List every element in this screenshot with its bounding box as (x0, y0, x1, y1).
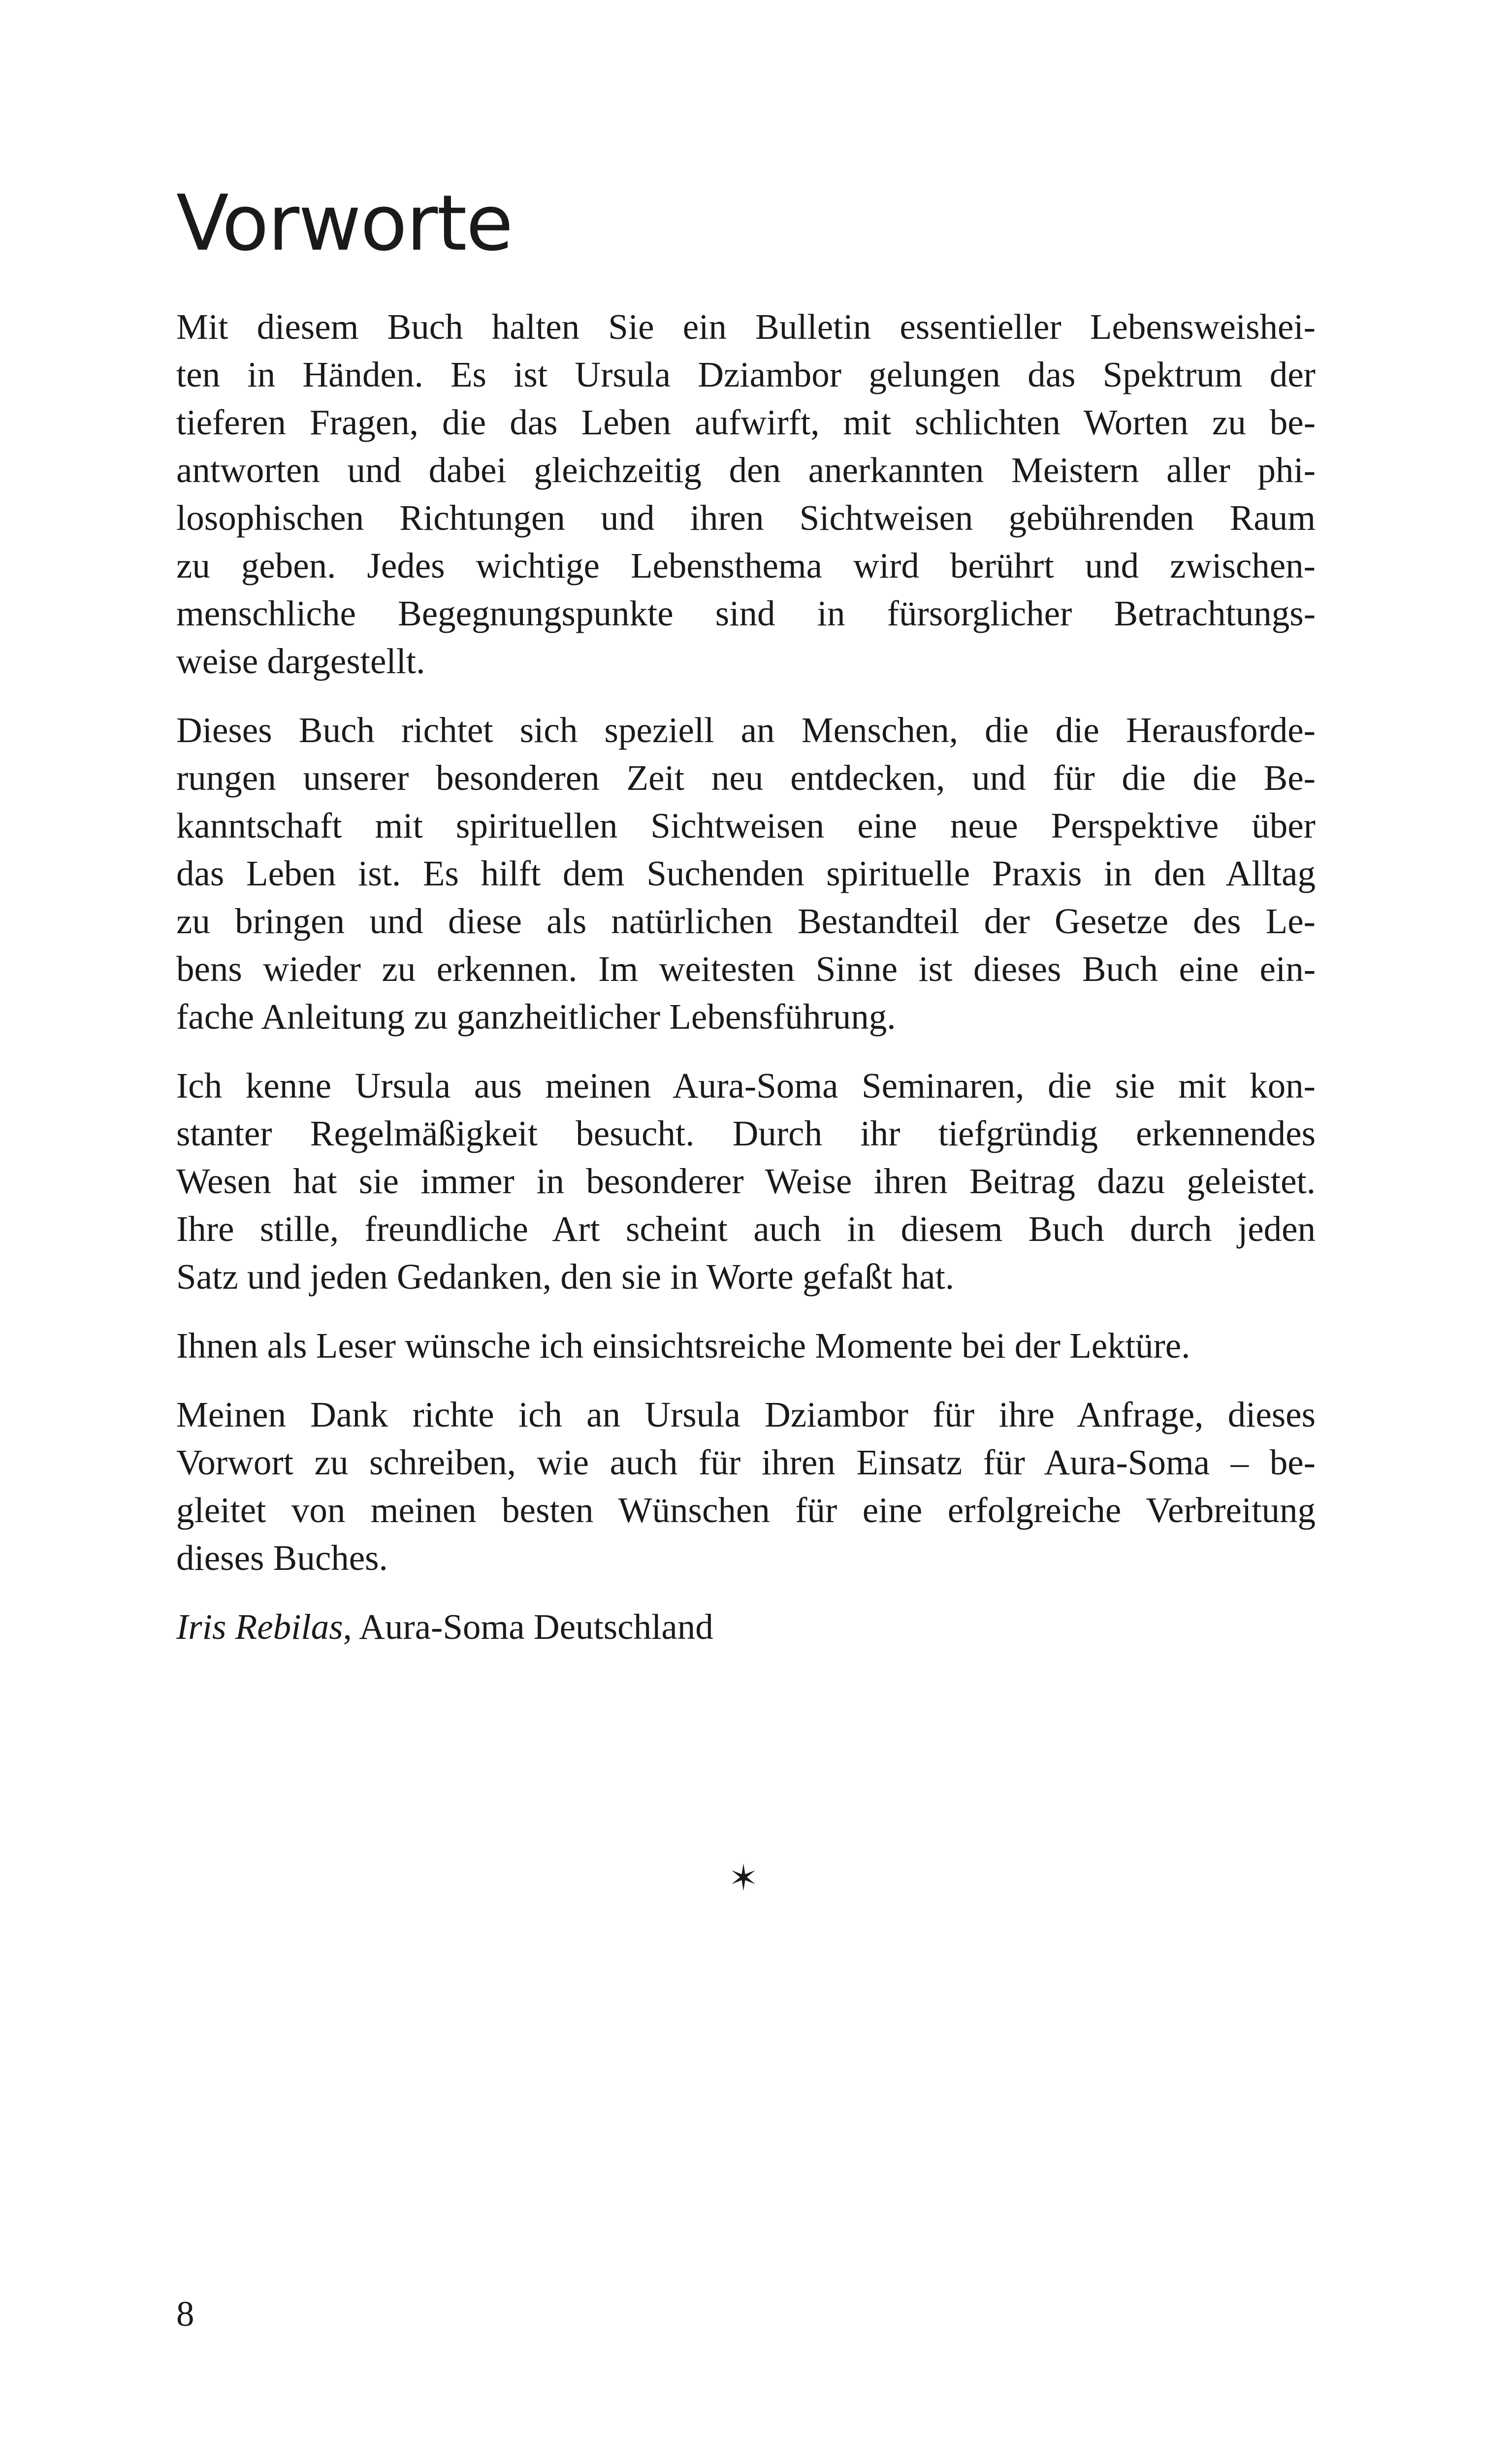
text-line: fache Anleitung zu ganzheitlicher Lebensführung. (176, 997, 896, 1037)
text-line: Satz und jeden Gedanken, den sie in Worte gefaßt hat. (176, 1257, 955, 1297)
paragraph-2 (176, 706, 1316, 1041)
text-line: antworten und dabei gleichzeitig den anerkannten Meistern aller phi- (176, 450, 1316, 490)
paragraph-3 (176, 1062, 1316, 1301)
paragraph-1 (176, 303, 1316, 685)
text-line: Ich kenne Ursula aus meinen Aura-Soma Seminaren, die sie mit kon- (176, 1066, 1316, 1106)
text-line: tieferen Fragen, die das Leben aufwirft, mit schlichten Worten zu be- (176, 402, 1316, 442)
text-line: Vorwort zu schreiben, wie auch für ihren Einsatz für Aura-Soma – be- (176, 1442, 1316, 1482)
text-line: ten in Händen. Es ist Ursula Dziambor gelungen das Spektrum der (176, 355, 1316, 394)
paragraph-5 (176, 1391, 1316, 1582)
text-line: dieses Buches. (176, 1538, 388, 1578)
text-line: Mit diesem Buch halten Sie ein Bulletin essentieller Lebensweishei- (176, 307, 1316, 347)
text-line: rungen unserer besonderen Zeit neu entdecken, und für die die Be- (176, 758, 1316, 798)
text-line: zu geben. Jedes wichtige Lebensthema wird berührt und zwischen- (176, 546, 1316, 586)
text-line: Meinen Dank richte ich an Ursula Dziambor für ihre Anfrage, dieses (176, 1395, 1316, 1434)
text-line: das Leben ist. Es hilft dem Suchenden spirituelle Praxis in den Alltag (176, 853, 1316, 893)
text-line: weise dargestellt. (176, 641, 425, 681)
six-pointed-star-icon (729, 1862, 758, 1892)
page-number: 8 (176, 2294, 194, 2334)
foreword-body (176, 303, 1316, 1651)
text-line: bens wieder zu erkennen. Im weitesten Sinne ist dieses Buch eine ein- (176, 949, 1316, 989)
text-line: gleitet von meinen besten Wünschen für eine erfolgreiche Verbreitung (176, 1490, 1316, 1530)
text-line: losophischen Richtungen und ihren Sichtweisen gebührenden Raum (176, 498, 1316, 538)
signature-affiliation: , Aura-Soma Deutschland (343, 1607, 713, 1647)
text-line: kanntschaft mit spirituellen Sichtweisen eine neue Perspektive über (176, 806, 1316, 846)
text-line: Dieses Buch richtet sich speziell an Menschen, die die Herausforde- (176, 710, 1316, 750)
text-line: Ihre stille, freundliche Art scheint auch in diesem Buch durch jeden (176, 1209, 1316, 1249)
signature-name: Iris Rebilas (176, 1607, 343, 1647)
text-line: stanter Regelmäßigkeit besucht. Durch ihr tiefgründig erkennendes (176, 1113, 1316, 1153)
text-line: zu bringen und diese als natürlichen Bestandteil der Gesetze des Le- (176, 901, 1316, 941)
signature (176, 1603, 1316, 1651)
page-title: Vorworte (176, 178, 513, 268)
paragraph-4 (176, 1322, 1316, 1369)
text-line: Ihnen als Leser wünsche ich einsichtsreiche Momente bei der Lektüre. (176, 1326, 1190, 1366)
text-line: Wesen hat sie immer in besonderer Weise ihren Beitrag dazu geleistet. (176, 1161, 1316, 1201)
text-line: menschliche Begegnungspunkte sind in fürsorglicher Betrachtungs- (176, 593, 1316, 633)
